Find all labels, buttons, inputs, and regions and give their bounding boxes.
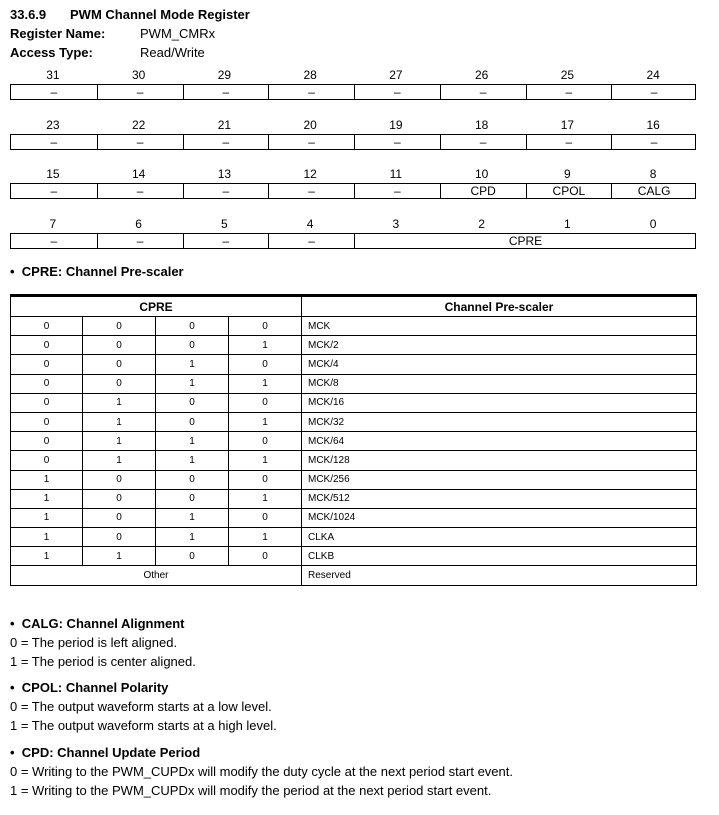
table-cell-desc: MCK/2	[302, 336, 697, 355]
table-cell: 1	[156, 508, 229, 527]
table-cell: 0	[83, 470, 156, 489]
bit-number: 12	[303, 167, 317, 181]
bit-number: 24	[646, 68, 660, 82]
table-cell: 0	[11, 451, 83, 470]
calg-heading: • CALG: Channel Alignment	[10, 616, 185, 631]
table-row	[11, 489, 697, 508]
bit-number: 0	[649, 217, 657, 231]
cpol-desc-0: 0 = The output waveform starts at a low level.	[10, 699, 272, 714]
bit-field-cpre: CPRE	[354, 234, 696, 248]
bit-number: 19	[389, 118, 403, 132]
bit-field: –	[526, 85, 612, 99]
calg-desc-0: 0 = The period is left aligned.	[10, 635, 178, 650]
bit-field: –	[97, 234, 183, 248]
table-cell: 0	[83, 508, 156, 527]
bit-number: 26	[474, 68, 489, 82]
table-cell: 1	[83, 547, 156, 566]
cpd-desc-0: 0 = Writing to the PWM_CUPDx will modify the duty cycle at the next period start event.	[10, 764, 513, 779]
table-cell-desc: MCK/256	[302, 470, 697, 489]
table-cell: 0	[156, 412, 229, 431]
table-cell: 1	[156, 451, 229, 470]
table-cell-desc: MCK/1024	[302, 508, 697, 527]
table-row-other	[11, 566, 697, 585]
table-row	[11, 470, 697, 489]
table-cell: 1	[11, 508, 83, 527]
bit-field: –	[354, 135, 440, 149]
table-cell-desc: MCK/64	[302, 432, 697, 451]
table-cell-other: Other	[11, 566, 302, 585]
cpol-desc-1: 1 = The output waveform starts at a high level.	[10, 718, 277, 733]
bit-numbers	[10, 68, 696, 84]
bit-field: –	[50, 85, 58, 99]
table-cell-desc: CLKB	[302, 547, 697, 566]
table-cell: 0	[156, 317, 229, 336]
bit-fields	[10, 233, 696, 249]
bit-field: –	[268, 184, 354, 198]
bit-field: –	[97, 85, 183, 99]
bit-field: –	[268, 234, 354, 248]
cpol-heading-text: CPOL: Channel Polarity	[21, 680, 169, 695]
bit-number: 17	[560, 118, 575, 132]
section-number: 33.6.9	[10, 7, 47, 22]
table-cell: 1	[156, 528, 229, 547]
table-cell-desc: MCK/32	[302, 412, 697, 431]
register-name-label: Register Name:	[10, 26, 106, 41]
table-row	[11, 336, 697, 355]
register-name-value: PWM_CMRx	[140, 26, 216, 41]
table-cell: 0	[229, 547, 302, 566]
bit-number: 11	[389, 167, 403, 181]
bit-numbers	[10, 167, 696, 183]
table-cell: 0	[156, 336, 229, 355]
bit-number: 2	[478, 217, 485, 231]
table-row	[11, 317, 697, 336]
bit-number: 5	[221, 217, 228, 231]
bit-number: 15	[46, 167, 60, 181]
table-cell: 0	[83, 489, 156, 508]
table-cell: 1	[11, 528, 83, 547]
table-cell: 0	[83, 336, 156, 355]
table-cell: 0	[83, 355, 156, 374]
table-cell: 1	[156, 374, 229, 393]
bit-field: –	[268, 85, 354, 99]
register-row-23-16	[10, 118, 696, 150]
table-cell: 1	[229, 374, 302, 393]
bit-field: –	[97, 184, 183, 198]
bit-fields	[10, 84, 696, 100]
bit-fields	[10, 183, 696, 199]
cpre-heading-text: CPRE: Channel Pre-scaler	[21, 264, 184, 279]
calg-desc-1: 1 = The period is center aligned.	[10, 654, 196, 669]
table-row	[11, 547, 697, 566]
table-cell: 0	[83, 528, 156, 547]
bit-field: –	[440, 85, 526, 99]
bit-field: –	[50, 135, 58, 149]
bit-field: –	[183, 135, 269, 149]
table-cell-reserved: Reserved	[302, 566, 697, 585]
bit-field: –	[440, 135, 526, 149]
table-cell: 0	[156, 470, 229, 489]
table-cell: 0	[156, 393, 229, 412]
table-cell: 1	[229, 336, 302, 355]
table-row	[11, 432, 697, 451]
section-title: PWM Channel Mode Register	[70, 7, 250, 22]
bit-number: 4	[306, 217, 314, 231]
bit-field: –	[50, 184, 58, 198]
cpd-heading-text: CPD: Channel Update Period	[21, 745, 201, 760]
cpre-heading: • CPRE: Channel Pre-scaler	[10, 264, 184, 279]
bit-number: 31	[46, 68, 60, 82]
table-cell: 0	[229, 432, 302, 451]
cpd-heading: • CPD: Channel Update Period	[10, 745, 201, 760]
table-cell: 1	[229, 489, 302, 508]
calg-heading-text: CALG: Channel Alignment	[21, 616, 185, 631]
table-cell: 0	[229, 355, 302, 374]
table-cell: 0	[11, 393, 83, 412]
bit-field: –	[268, 135, 354, 149]
table-cell: 0	[11, 432, 83, 451]
table-cell: 0	[11, 374, 83, 393]
bit-number: 18	[474, 118, 489, 132]
table-row	[11, 393, 697, 412]
bit-number: 3	[392, 217, 400, 231]
bit-number: 1	[564, 217, 571, 231]
bit-field: –	[354, 184, 440, 198]
bit-number: 22	[131, 118, 146, 132]
cpre-table	[10, 294, 697, 586]
bit-field: –	[50, 234, 58, 248]
table-cell: 1	[156, 355, 229, 374]
bit-number: 21	[217, 118, 232, 132]
table-cell: 1	[83, 432, 156, 451]
table-row	[11, 412, 697, 431]
table-cell: 0	[229, 470, 302, 489]
table-cell: 0	[11, 355, 83, 374]
table-cell: 1	[11, 547, 83, 566]
bit-fields	[10, 134, 696, 150]
table-cell: 0	[11, 336, 83, 355]
register-row-15-8	[10, 167, 696, 199]
bit-number: 27	[389, 68, 403, 82]
bit-numbers	[10, 217, 696, 233]
bit-number: 16	[646, 118, 660, 132]
table-cell-desc: MCK/128	[302, 451, 697, 470]
register-row-7-0	[10, 217, 696, 249]
table-cell: 0	[83, 317, 156, 336]
table-cell: 0	[156, 547, 229, 566]
table-cell-desc: MCK/8	[302, 374, 697, 393]
bit-field: –	[611, 135, 696, 149]
bit-number: 30	[131, 68, 146, 82]
table-cell: 0	[229, 393, 302, 412]
table-cell: 1	[229, 412, 302, 431]
table-cell-desc: MCK/512	[302, 489, 697, 508]
bit-number: 25	[560, 68, 575, 82]
table-cell: 0	[83, 374, 156, 393]
table-header-row	[11, 296, 697, 317]
access-type-value: Read/Write	[140, 45, 205, 60]
bit-number: 9	[564, 167, 571, 181]
table-cell: 1	[156, 432, 229, 451]
bit-field: –	[183, 234, 269, 248]
table-cell: 1	[83, 451, 156, 470]
table-row	[11, 528, 697, 547]
bit-field-calg: CALG	[611, 184, 696, 198]
bit-number: 10	[474, 167, 489, 181]
table-cell: 0	[11, 317, 83, 336]
col-header-desc: Channel Pre-scaler	[302, 296, 697, 317]
bit-field: –	[354, 85, 440, 99]
table-cell: 1	[229, 451, 302, 470]
bit-numbers	[10, 118, 696, 134]
table-row	[11, 508, 697, 527]
table-cell-desc: MCK	[302, 317, 697, 336]
cpol-heading: • CPOL: Channel Polarity	[10, 680, 169, 695]
bit-field: –	[611, 85, 696, 99]
table-cell: 1	[11, 489, 83, 508]
bit-number: 8	[649, 167, 657, 181]
table-cell: 1	[83, 412, 156, 431]
access-type-label: Access Type:	[10, 45, 93, 60]
bit-field: –	[183, 184, 269, 198]
table-cell: 1	[11, 470, 83, 489]
bit-number: 13	[217, 167, 232, 181]
bit-field: –	[183, 85, 269, 99]
table-cell: 1	[83, 393, 156, 412]
table-row	[11, 355, 697, 374]
table-cell: 0	[229, 317, 302, 336]
bit-number: 23	[46, 118, 60, 132]
table-cell-desc: MCK/16	[302, 393, 697, 412]
bit-field: –	[97, 135, 183, 149]
bit-number: 28	[303, 68, 317, 82]
bit-number: 20	[303, 118, 317, 132]
bit-number: 7	[49, 217, 57, 231]
bit-number: 29	[217, 68, 232, 82]
table-row	[11, 374, 697, 393]
table-cell: 0	[11, 412, 83, 431]
table-cell: 1	[229, 528, 302, 547]
cpd-desc-1: 1 = Writing to the PWM_CUPDx will modify the period at the next period start event.	[10, 783, 492, 798]
col-header-cpre: CPRE	[11, 296, 302, 317]
bit-field: –	[526, 135, 612, 149]
bit-field-cpol: CPOL	[526, 184, 612, 198]
table-cell: 0	[229, 508, 302, 527]
bit-number: 6	[135, 217, 142, 231]
table-cell-desc: MCK/4	[302, 355, 697, 374]
register-row-31-24	[10, 68, 696, 100]
table-cell-desc: CLKA	[302, 528, 697, 547]
bit-field-cpd: CPD	[440, 184, 526, 198]
table-row	[11, 451, 697, 470]
bit-number: 14	[131, 167, 146, 181]
table-cell: 0	[156, 489, 229, 508]
